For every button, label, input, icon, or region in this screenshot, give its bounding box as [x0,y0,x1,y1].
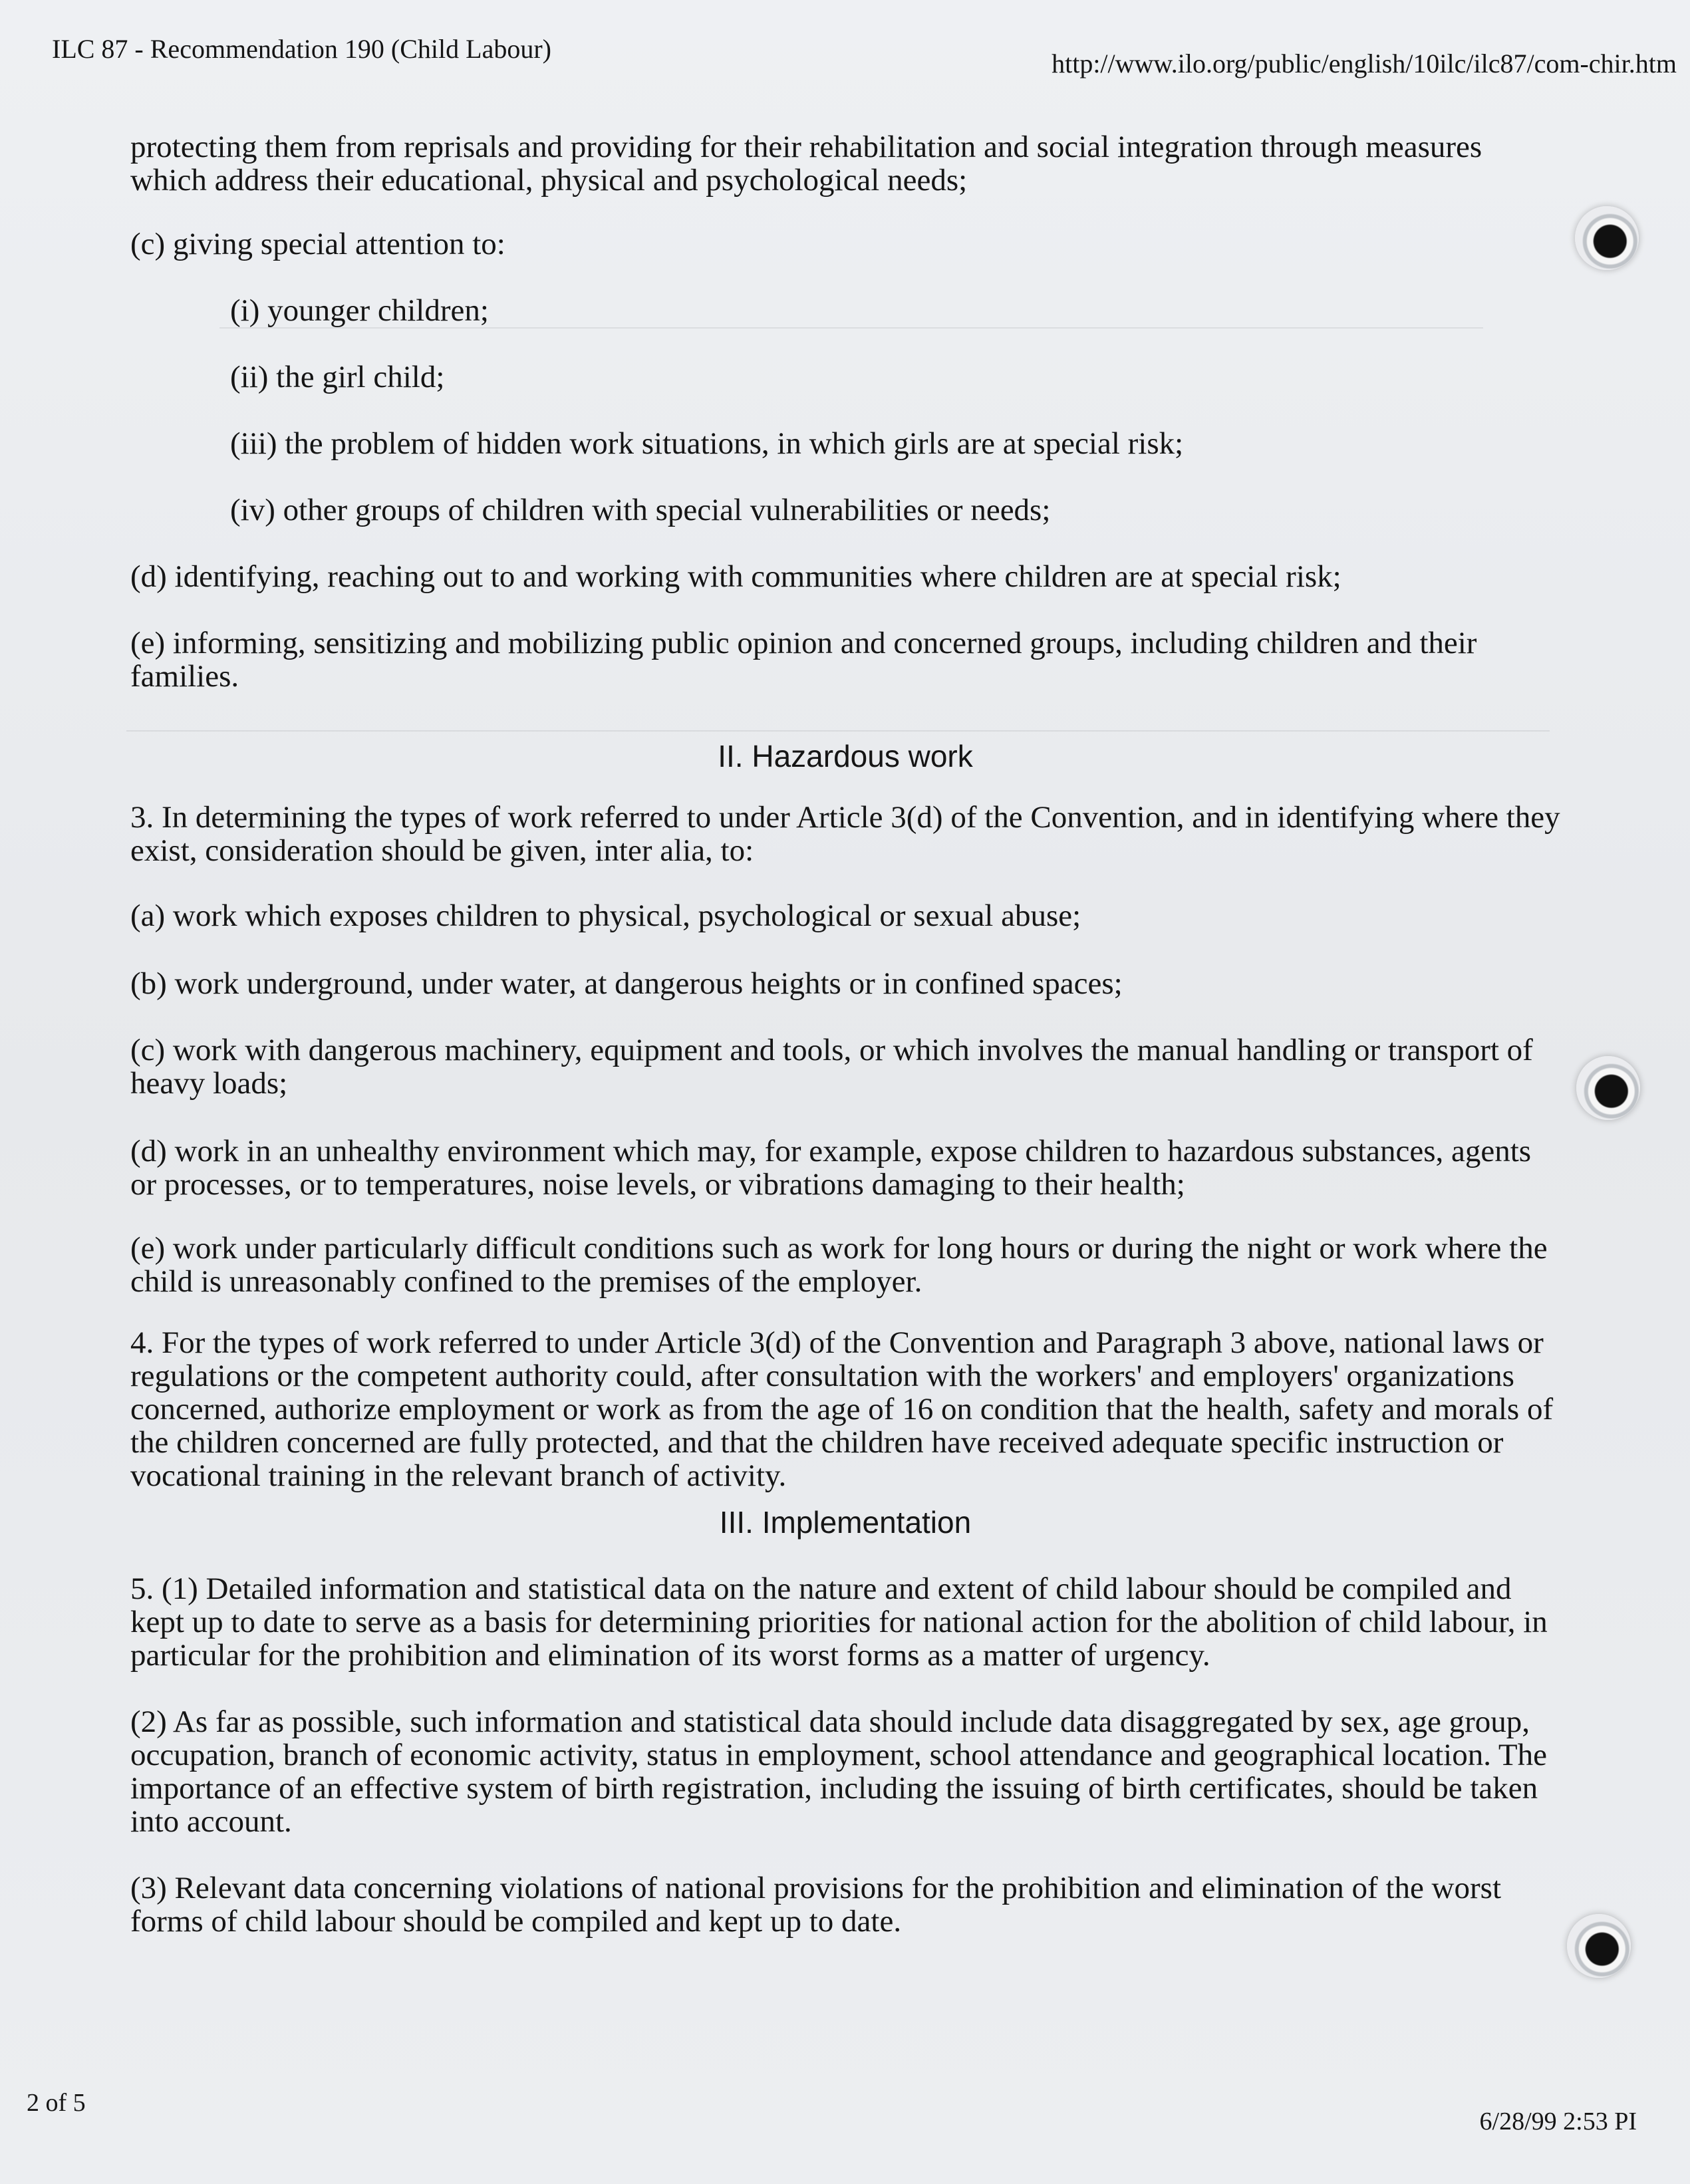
binder-hole-middle [1576,1056,1640,1120]
paragraph-3-d: (d) work in an unhealthy environment which may, for example, expose children to hazardous substances, agents or processes, or to temperatures, noise levels, or vibrations damaging to their health; [130,1134,1532,1202]
print-timestamp: 6/28/99 2:53 PI [1479,2108,1637,2135]
binder-hole-top [1575,206,1639,270]
paragraph-3-c: (c) work with dangerous machinery, equipment and tools, or which involves the manual handling or transport of heavy loads; [130,1033,1533,1101]
list-item-c: (c) giving special attention to: [130,227,505,261]
paragraph-3-a: (a) work which exposes children to physical, psychological or sexual abuse; [130,898,1081,933]
paragraph-5-1: 5. (1) Detailed information and statistical data on the nature and extent of child labour should be compiled and kept up to date to serve as a basis for determining priorities for national action for the abolition of child labour, in particular for the prohibition and elimination of its worst forms as a matter of urgency. [130,1571,1548,1673]
page-number: 2 of 5 [27,2089,86,2117]
section-heading-implementation: III. Implementation [719,1505,972,1540]
paragraph-5-3: (3) Relevant data concerning violations of national provisions for the prohibition and elimination of the worst forms of child labour should be compiled and kept up to date. [130,1871,1502,1939]
page-header-title: ILC 87 - Recommendation 190 (Child Labour) [52,34,551,64]
paragraph-4: 4. For the types of work referred to under Article 3(d) of the Convention and Paragraph 3 above, national laws or regulations or the competent authority could, after consultation with the workers' and employers' organizations concerned, authorize employment or work as from the age of 16 on condition that the health, safety and morals of the children concerned are fully protected, and that the children have received adequate specific instruction or vocational training in the relevant branch of activity. [130,1325,1554,1493]
paragraph-3: 3. In determining the types of work referred to under Article 3(d) of the Convention, and in identifying where they exist, consideration should be given, inter alia, to: [130,800,1560,868]
paragraph-3-e: (e) work under particularly difficult conditions such as work for long hours or during the night or work where the child is unreasonably confined to the premises of the employer. [130,1231,1548,1299]
list-item-e: (e) informing, sensitizing and mobilizing public opinion and concerned groups, including children and their families. [130,626,1477,694]
list-item-d: (d) identifying, reaching out to and working with communities where children are at special risk; [130,559,1341,594]
binder-hole-bottom [1567,1914,1631,1978]
paragraph-5-2: (2) As far as possible, such information and statistical data should include data disaggregated by sex, age group, occupation, branch of economic activity, status in employment, school attendance and geographical location. The importance of an effective system of birth registration, including the issuing of birth certificates, should be taken into account. [130,1705,1547,1839]
section-heading-hazardous-work: II. Hazardous work [718,739,973,773]
list-subitem-ii: (ii) the girl child; [230,360,445,394]
list-subitem-iv: (iv) other groups of children with special vulnerabilities or needs; [230,493,1051,527]
paragraph-3-b: (b) work underground, under water, at dangerous heights or in confined spaces; [130,966,1123,1001]
paragraph-continuation: protecting them from reprisals and providing for their rehabilitation and social integration through measures which address their educational, physical and psychological needs; [130,130,1482,198]
list-subitem-iii: (iii) the problem of hidden work situations, in which girls are at special risk; [230,426,1184,461]
page-header-url: http://www.ilo.org/public/english/10ilc/ilc87/com-chir.htm [1052,49,1677,78]
document-body [130,130,1560,1938]
list-subitem-i: (i) younger children; [230,293,489,328]
